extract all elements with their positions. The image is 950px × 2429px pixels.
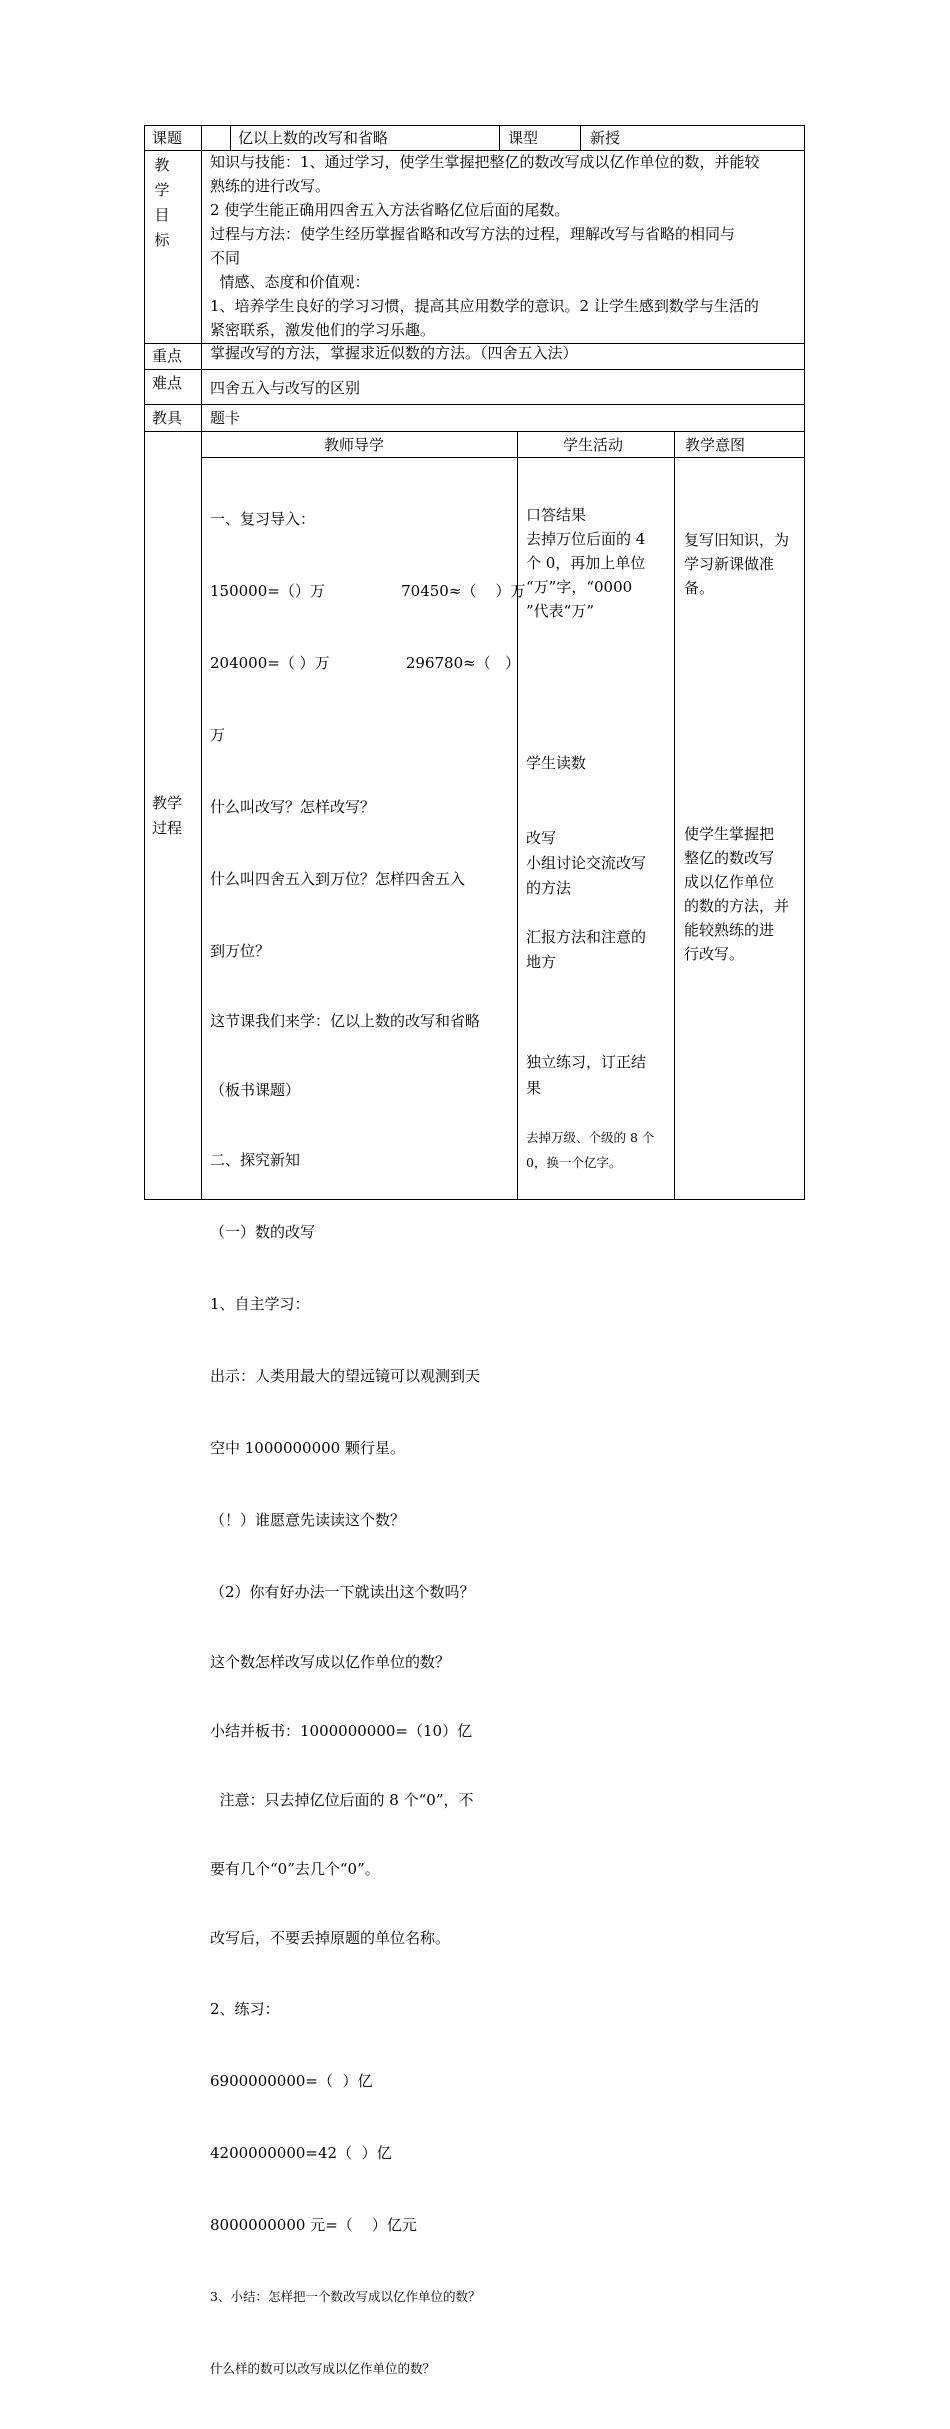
objectives-line: 熟练的进行改写。 (210, 177, 331, 195)
student-line: 独立练习，订正结 (526, 1053, 647, 1071)
teacher-column-header: 教师导学 (324, 436, 385, 454)
intent-line: 复写旧知识，为 (684, 531, 790, 549)
student-line: “万”字，“0000 (526, 578, 633, 596)
objectives-line: 紧密联系，激发他们的学习乐趣。 (210, 321, 436, 339)
process-label-line: 过程 (152, 819, 183, 837)
header-divider (499, 125, 500, 150)
teacher-line: 204000=（ ）万 296780≈（ ） (210, 654, 521, 672)
difficulty-label: 难点 (152, 374, 183, 392)
objectives-line: 2 使学生能正确用四舍五入方法省略亿位后面的尾数。 (210, 201, 570, 219)
teacher-line: 什么叫改写？怎样改写？ (210, 798, 376, 816)
objectives-line: 1、培养学生良好的学习习惯，提高其应用数学的意识。2 让学生感到数学与生活的 (210, 297, 759, 315)
teacher-line: 出示：人类用最大的望远镜可以观测到天 (210, 1367, 481, 1385)
student-activity-3 (526, 826, 646, 901)
label-column-divider (201, 125, 202, 1200)
teacher-line: 这个数怎样改写成以亿作单位的数？ (210, 1653, 451, 1671)
header-divider (580, 125, 581, 150)
table-border-right (804, 125, 805, 1200)
header-divider (230, 125, 231, 150)
student-activity-2 (526, 751, 586, 775)
key-point-value: 掌握改写的方法，掌握求近似数的方法。（四舍五入法） (210, 344, 578, 362)
intent-line: 备。 (684, 579, 715, 597)
student-line: 果 (526, 1079, 542, 1097)
objectives-line: 过程与方法：使学生经历掌握省略和改写方法的过程，理解改写与省略的相同与 (210, 225, 736, 243)
intent-line: 能较熟练的进 (684, 921, 775, 939)
intent-line: 的数的方法，并 (684, 897, 790, 915)
student-activity-6 (526, 1125, 654, 1175)
teacher-line: 150000=（）万 70450≈（ ）万 (210, 582, 526, 600)
process-column-divider (674, 431, 675, 1200)
student-line: 汇报方法和注意的 (526, 928, 647, 946)
intent-column-header: 教学意图 (685, 436, 746, 454)
teacher-line: （一）数的改写 (210, 1223, 316, 1241)
process-label (152, 791, 182, 841)
table-border-left (144, 125, 145, 1200)
student-line: 去掉万位后面的 4 (526, 530, 646, 548)
teacher-line: 空中 1000000000 颗行星。 (210, 1439, 405, 1457)
student-line: 的方法 (526, 879, 572, 897)
course-title: 亿以上数的改写和省略 (238, 129, 389, 147)
objectives-label (150, 153, 174, 253)
type-value: 新授 (590, 129, 621, 147)
teaching-intent-2 (684, 822, 789, 966)
row-divider (201, 457, 805, 458)
row-divider (144, 431, 805, 432)
tools-label: 教具 (152, 409, 183, 427)
student-line: 学生读数 (526, 754, 587, 772)
intent-line: 行改写。 (684, 945, 745, 963)
objectives-text (210, 150, 760, 342)
teacher-line: 3、小结：怎样把一个数改写成以亿作单位的数？ (210, 2289, 481, 2304)
difficulty-value: 四舍五入与改写的区别 (210, 379, 361, 397)
objectives-label-char: 学 (154, 181, 170, 199)
teacher-line: 小结并板书：1000000000=（10）亿 (210, 1722, 473, 1740)
student-activity-5 (526, 1049, 646, 1101)
teacher-line: 改写后，不要丢掉原题的单位名称。 (210, 1929, 451, 1947)
tools-value: 题卡 (210, 409, 241, 427)
student-line: 口答结果 (526, 506, 587, 524)
teacher-line: 1、自主学习： (210, 1295, 310, 1313)
teacher-line: 这节课我们来学：亿以上数的改写和省略 (210, 1012, 481, 1030)
student-line: 个 0，再加上单位 (526, 554, 646, 572)
teacher-line: 二、探究新知 (210, 1151, 301, 1169)
teacher-guidance (210, 459, 525, 2429)
student-activity-4 (526, 925, 646, 975)
student-line: ”代表“万” (526, 602, 595, 620)
student-column-header: 学生活动 (563, 436, 624, 454)
intent-line: 学习新课做准 (684, 555, 775, 573)
intent-line: 整亿的数改写 (684, 849, 775, 867)
student-line: 去掉万级、个级的 8 个 (526, 1130, 655, 1145)
objectives-line: 情感、态度和价值观： (210, 273, 370, 291)
intent-line: 使学生掌握把 (684, 825, 775, 843)
objectives-label-char: 教 (154, 156, 170, 174)
intent-line: 成以亿作单位 (684, 873, 775, 891)
student-line: 地方 (526, 953, 557, 971)
teacher-line: （板书课题） (210, 1081, 301, 1099)
objectives-line: 知识与技能：1、通过学习，使学生掌握把整亿的数改写成以亿作单位的数，并能较 (210, 153, 760, 171)
lesson-plan-table (144, 125, 805, 2376)
objectives-line: 不同 (210, 249, 241, 267)
objectives-label-char: 目 (154, 206, 170, 224)
teaching-intent-1 (684, 528, 789, 600)
teacher-line: （2）你有好办法一下就读出这个数吗？ (210, 1583, 475, 1601)
teacher-line: 注意：只去掉亿位后面的 8 个“0”，不 (210, 1791, 474, 1809)
process-label-line: 教学 (152, 794, 183, 812)
teacher-line: 什么样的数可以改写成以亿作单位的数？ (210, 2361, 436, 2376)
row-divider (144, 369, 805, 370)
teacher-line: 4200000000=42（ ）亿 (210, 2144, 392, 2162)
key-point-label: 重点 (152, 347, 183, 365)
teacher-line: 8000000000 元=（ ）亿元 (210, 2216, 417, 2234)
course-label: 课题 (152, 129, 183, 147)
row-divider (144, 404, 805, 405)
type-label: 课型 (508, 129, 539, 147)
teacher-line: 2、练习： (210, 2000, 280, 2018)
teacher-line: 6900000000=（ ）亿 (210, 2072, 373, 2090)
student-line: 改写 (526, 829, 557, 847)
teacher-line: 要有几个“0”去几个“0”。 (210, 1860, 380, 1878)
teacher-line: 一、复习导入： (210, 510, 316, 528)
teacher-line: 什么叫四舍五入到万位？怎样四舍五入 (210, 870, 466, 888)
teacher-line: 到万位？ (210, 942, 271, 960)
student-activity-1 (526, 503, 645, 623)
student-line: 0，换一个亿字。 (526, 1155, 622, 1170)
student-line: 小组讨论交流改写 (526, 854, 647, 872)
objectives-label-char: 标 (154, 231, 170, 249)
teacher-line: 万 (210, 726, 226, 744)
teacher-line: （！）谁愿意先读读这个数？ (210, 1511, 406, 1529)
